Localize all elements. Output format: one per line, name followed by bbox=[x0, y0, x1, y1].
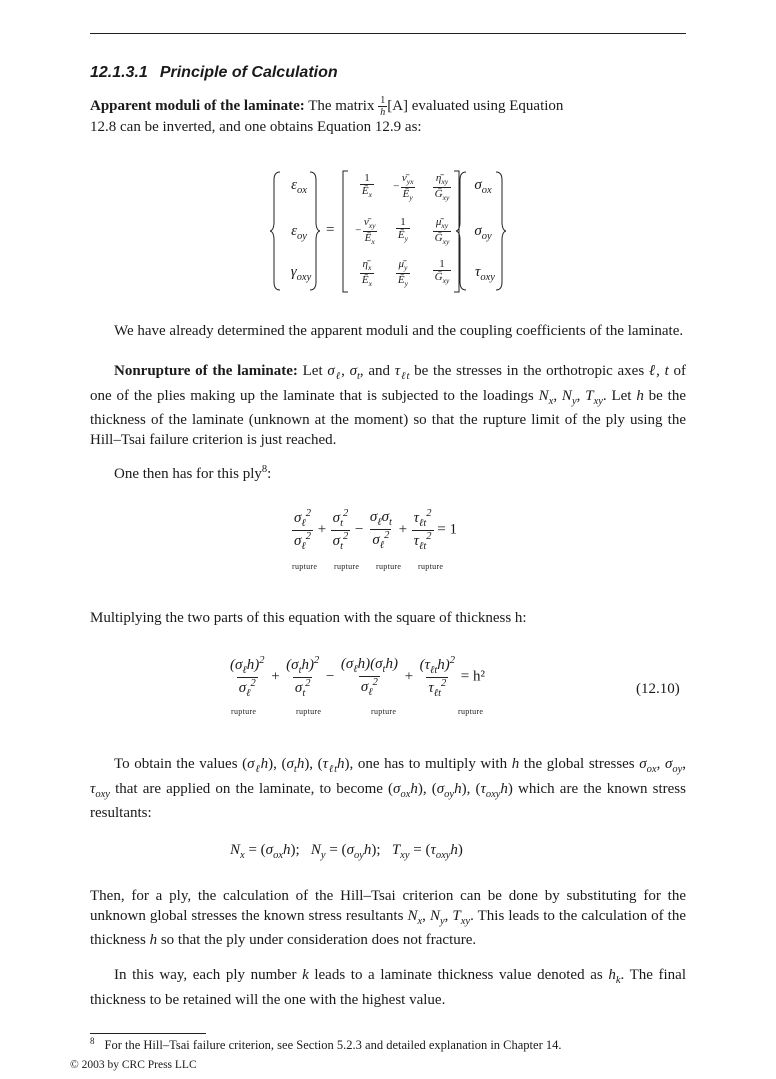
bold-lead: Apparent moduli of the laminate: bbox=[90, 97, 305, 114]
matrix-cell-1-1: $\frac{1}{Ē_x}$ bbox=[361, 172, 373, 200]
paragraph-one-then: One then has for this ply$^8$: bbox=[114, 464, 272, 482]
footnote-mark: 8 bbox=[90, 1036, 95, 1046]
paragraph-to-obtain: To obtain the values $(\sigma_\ell h)$, $(\sigma_th)$, $(\tau_{\ell t}h)$, one has to multiply with h the global stresses $\sigma_{ox}$, $\sigma_{oy}$, $\tau_{oxy}$ that are applied on the laminate, to become $(\sigma_{ox}h)$, $(\sigma_{oy}h)$, $(\tau_{oxy}h)$ which are the known stress resultants: bbox=[90, 756, 687, 822]
paragraph-apparent-moduli bbox=[90, 95, 686, 138]
paragraph-determined: We have already determined the apparent moduli and the coupling coefficients of the laminate. bbox=[114, 323, 684, 339]
text-fragment: 12.8 can be inverted, and one obtains Equation 12.9 as: bbox=[90, 119, 422, 135]
matrix-cell-1-2: − $\frac{\nū_{yx}}{Ē_y}$ bbox=[392, 172, 414, 202]
rupture-label: rupture bbox=[231, 707, 257, 716]
rupture-label: rupture bbox=[418, 562, 444, 571]
rhs-sigma-ox: $\sigma_{ox}$ bbox=[474, 177, 492, 196]
footnote-text: For the Hill–Tsai failure criterion, see Section 5.2.3 and detailed explanation in Chapter 14. bbox=[104, 1038, 562, 1053]
rupture-label: rupture bbox=[458, 707, 484, 716]
section-title: Principle of Calculation bbox=[159, 64, 338, 81]
matrix-cell-2-3: $\frac{\mū_{xy}}{Ḡ_{xy}}$ bbox=[434, 216, 450, 246]
paragraph-then: Then, for a ply, the calculation of the Hill–Tsai criterion can be done by substituting for the unknown global stresses the known stress resultants $N_x$, $N_y$, $T_{xy}$. This leads to the calculation of the thickness h so that the ply under consideration does not fracture. bbox=[90, 888, 686, 949]
paragraph-multiplying: Multiplying the two parts of this equation with the square of thickness h: bbox=[90, 610, 527, 626]
rupture-label: rupture bbox=[371, 707, 397, 716]
footnote bbox=[90, 1036, 686, 1053]
section-number: 12.1.3.1 bbox=[90, 64, 148, 81]
eq2-rhs: = h² bbox=[460, 668, 485, 685]
rupture-label: rupture bbox=[292, 562, 318, 571]
text-fragment: One then has for this ply bbox=[114, 466, 262, 482]
rupture-label: rupture bbox=[296, 707, 322, 716]
matrix-cell-2-2: $\frac{1}{Ē_y}$ bbox=[397, 216, 409, 244]
text-fragment: The matrix bbox=[308, 97, 375, 114]
lhs-eps-ox: $\varepsilon_{ox}$ bbox=[291, 177, 307, 196]
lhs-eps-oy: $\varepsilon_{oy}$ bbox=[291, 223, 307, 242]
rhs-sigma-oy: $\sigma_{oy}$ bbox=[474, 223, 492, 242]
bold-lead: Nonrupture of the laminate: bbox=[114, 363, 298, 379]
equation-12-10: $\frac{(\sigma_\ell h)^2}{\sigma_\ell^2}$ + $\frac{(\sigma_th)^2}{\sigma_t^2}$ − $\frac{(\sigma_\ell h)(\sigma_th)}{\sigma_\ell^2}$ + $\frac{(\tau_{\ell t}h)^2}{\tau_{\ell t}^2}$ = h² bbox=[230, 655, 485, 699]
stress-resultants-equation: $N_x = (\sigma_{ox}h)$; $N_y = (\sigma_{oy}h)$; $T_{xy} = (\tau_{oxy}h)$ bbox=[230, 842, 463, 861]
rupture-label: rupture bbox=[334, 562, 360, 571]
copyright: © 2003 by CRC Press LLC bbox=[70, 1059, 197, 1071]
footnote-rule bbox=[90, 1033, 206, 1034]
paragraph-in-this-way: In this way, each ply number k leads to a laminate thickness value denoted as $h_k$. The final thickness to be retained will the one with the highest value. bbox=[90, 967, 686, 1008]
footnote-ref: 8 bbox=[261, 464, 268, 475]
equals-sign: = bbox=[326, 222, 335, 238]
lhs-gamma-oxy: $\gamma_{oxy}$ bbox=[290, 264, 312, 283]
matrix-cell-3-2: $\frac{\mū_y}{Ē_y}$ bbox=[397, 258, 409, 288]
equation-number: (12.10) bbox=[636, 681, 680, 697]
matrix-cell-2-1: − $\frac{\nū_{xy}}{Ē_x}$ bbox=[354, 216, 376, 246]
one-over-h: $\frac{1}{h}$ bbox=[380, 95, 386, 118]
rupture-label: rupture bbox=[376, 562, 402, 571]
text-fragment: [A] evaluated using Equation bbox=[387, 97, 564, 114]
matrix-cell-3-1: $\frac{\etā_x}{Ē_x}$ bbox=[361, 258, 373, 288]
top-rule bbox=[90, 33, 686, 34]
paragraph-nonrupture: Nonrupture of the laminate: Let $\sigma_\ell$, $\sigma_t$, and $\tau_{\ell t}$ be the stresses in the orthotropic axes ℓ, t of one of the plies making up the laminate that is subjected to the loadings $N_x$, $N_y$, $T_{xy}$. Let h be the thickness of the laminate (unknown at the moment) so that the rupture limit of the ply using the Hill–Tsai failure criterion is just reached. bbox=[90, 363, 687, 448]
matrix-cell-3-3: $\frac{1}{Ḡ_{xy}}$ bbox=[434, 258, 450, 286]
eq1-rhs: = 1 bbox=[437, 521, 457, 538]
hill-tsai-equation: $\frac{\sigma_\ell^2}{\sigma_\ell^2}$ + $\frac{\sigma_t^2}{\sigma_t^2}$ − $\frac{\sigma_\ell\sigma_t}{\sigma_\ell^2}$ + $\frac{\tau_{\ell t}^2}{\tau_{\ell t}^2}$ = 1 bbox=[294, 508, 457, 552]
matrix-cell-1-3: $\frac{\etā_{xy}}{Ḡ_{xy}}$ bbox=[434, 172, 450, 202]
section-heading bbox=[90, 64, 338, 82]
rhs-tau-oxy: $\tau_{oxy}$ bbox=[475, 264, 495, 283]
